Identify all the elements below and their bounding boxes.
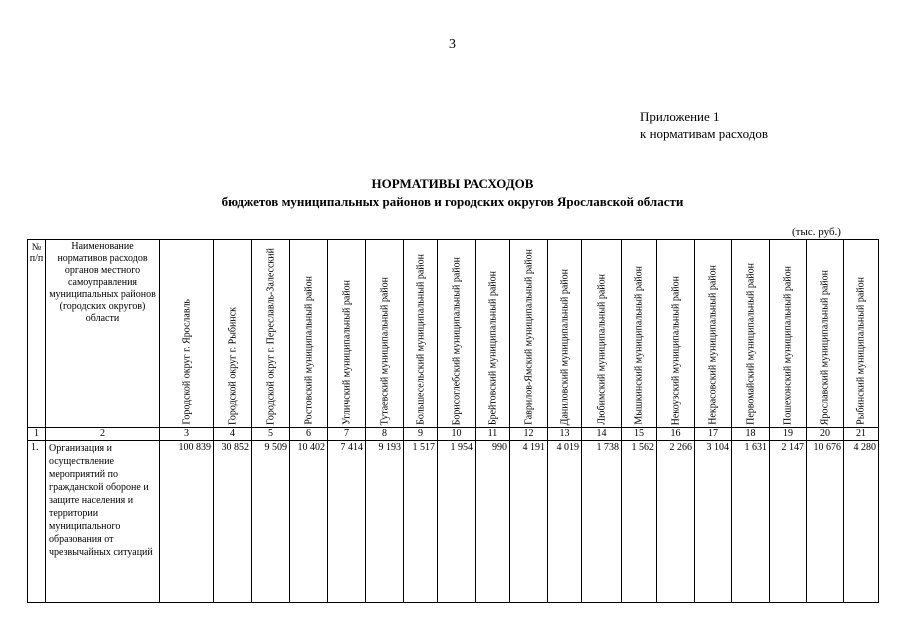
district-label: Некоузский муниципальный район	[670, 275, 681, 425]
value-cell: 30 852	[214, 441, 252, 603]
value-cell: 100 839	[160, 441, 214, 603]
district-label: Большесельский муниципальный район	[415, 254, 426, 425]
column-number: 14	[582, 428, 622, 441]
value-cell: 4 280	[844, 441, 879, 603]
district-label: Мышкинский муниципальный район	[633, 266, 645, 425]
appendix-line-2: к нормативам расходов	[640, 126, 769, 141]
district-label: Гаврилов-Ямский муниципальный район	[523, 249, 534, 425]
value-cell: 10 402	[290, 441, 328, 603]
column-number: 21	[844, 428, 879, 441]
header-number: № п/п	[28, 240, 46, 428]
header-district	[770, 240, 807, 428]
document-title: НОРМАТИВЫ РАСХОДОВ	[371, 176, 534, 191]
header-district	[328, 240, 366, 428]
district-label: Первомайский муниципальный район	[745, 263, 756, 425]
value-cell: 1 738	[582, 441, 622, 603]
column-number: 17	[695, 428, 732, 441]
value-cell: 1 954	[438, 441, 476, 603]
column-number: 15	[622, 428, 657, 441]
district-label: Борисоглебский муниципальный район	[451, 256, 462, 425]
table-header-row	[28, 240, 879, 428]
value-cell: 7 414	[328, 441, 366, 603]
header-district	[622, 240, 657, 428]
value-cell: 990	[476, 441, 510, 603]
column-number-row	[28, 428, 879, 441]
column-number: 12	[510, 428, 548, 441]
header-district	[476, 240, 510, 428]
column-number: 6	[290, 428, 328, 441]
header-district	[438, 240, 476, 428]
value-cell: 2 266	[657, 441, 695, 603]
district-label: Пошехонский муниципальный район	[782, 266, 794, 425]
value-cell: 9 193	[366, 441, 404, 603]
header-district	[214, 240, 252, 428]
units-note: (тыс. руб.)	[792, 226, 841, 238]
header-district	[160, 240, 214, 428]
column-number: 7	[328, 428, 366, 441]
column-number: 9	[404, 428, 438, 441]
column-number: 16	[657, 428, 695, 441]
district-label: Городской округ г. Рыбинск	[227, 306, 238, 425]
district-label: Некрасовский муниципальный район	[707, 265, 719, 425]
column-number: 13	[548, 428, 582, 441]
value-cell: 2 147	[770, 441, 807, 603]
district-label: Ростовский муниципальный район	[303, 276, 314, 425]
column-number: 4	[214, 428, 252, 441]
header-district	[695, 240, 732, 428]
value-cell: 4 191	[510, 441, 548, 603]
row-name: Организация и осуществление мероприятий по гражданской обороне и защите населения и территории муниципального образования от чрезвычайных ситуаций	[46, 441, 160, 603]
column-number: 10	[438, 428, 476, 441]
district-label: Городской округ г. Переславль-Залесский	[265, 248, 276, 425]
header-district	[252, 240, 290, 428]
value-cell: 4 019	[548, 441, 582, 603]
value-cell: 9 509	[252, 441, 290, 603]
document-subtitle: бюджетов муниципальных районов и городских округов Ярославской области	[221, 194, 684, 209]
district-label: Брейтовский муниципальный район	[487, 270, 498, 425]
header-district	[366, 240, 404, 428]
page-number: 3	[449, 37, 456, 52]
district-label: Рыбинский муниципальный район	[855, 277, 867, 425]
district-label: Даниловский муниципальный район	[559, 268, 570, 425]
header-district	[290, 240, 328, 428]
district-label: Угличский муниципальный район	[341, 280, 352, 425]
district-label: Любимский муниципальный район	[596, 274, 607, 425]
header-district	[582, 240, 622, 428]
header-district	[548, 240, 582, 428]
column-number: 2	[46, 428, 160, 441]
header-name: Наименование нормативов расходов органов местного самоуправления муниципальных районов (городских округов) области	[46, 240, 160, 428]
column-number: 20	[807, 428, 844, 441]
header-district	[404, 240, 438, 428]
value-cell: 1 631	[732, 441, 770, 603]
column-number: 5	[252, 428, 290, 441]
column-number: 3	[160, 428, 214, 441]
value-cell: 3 104	[695, 441, 732, 603]
header-district	[510, 240, 548, 428]
header-district	[657, 240, 695, 428]
row-number: 1.	[28, 441, 46, 603]
header-district	[844, 240, 879, 428]
header-district	[807, 240, 844, 428]
district-label: Ярославский муниципальный район	[819, 269, 831, 425]
value-cell: 1 562	[622, 441, 657, 603]
header-district	[732, 240, 770, 428]
column-number: 18	[732, 428, 770, 441]
column-number: 8	[366, 428, 404, 441]
value-cell: 10 676	[807, 441, 844, 603]
column-number: 1	[28, 428, 46, 441]
value-cell: 1 517	[404, 441, 438, 603]
norms-table	[27, 239, 879, 603]
district-label: Городской округ г. Ярославль	[181, 299, 192, 425]
appendix-line-1: Приложение 1	[640, 109, 720, 124]
appendix-note	[640, 108, 768, 142]
table-row	[28, 441, 879, 603]
column-number: 19	[770, 428, 807, 441]
column-number: 11	[476, 428, 510, 441]
district-label: Тутаевский муниципальный район	[379, 276, 390, 425]
